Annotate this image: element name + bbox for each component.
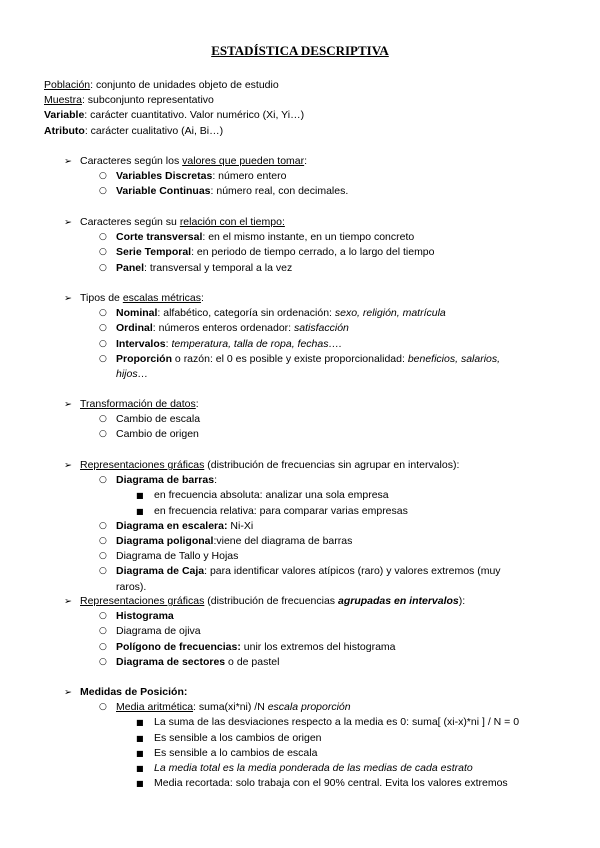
section-representaciones-agrupadas (64, 594, 465, 670)
list-item: ■ La suma de las desviaciones respecto a la media es 0: suma[ (xi-x)*ni ] / N = 0 (64, 715, 519, 730)
list-item: ➢ Caracteres según los valores que pueden tomar: (64, 154, 348, 169)
list-item: ■ Es sensible a lo cambios de escala (64, 746, 519, 761)
list-item: ○ Cambio de escala (64, 412, 200, 427)
list-item: ■ en frecuencia relativa: para comparar varias empresas (64, 504, 501, 519)
list-item: ■ Media recortada: solo trabaja con el 90% central. Evita los valores extremos (64, 776, 519, 791)
list-item: ■ La media total es la media ponderada de las medias de cada estrato (64, 761, 519, 776)
list-item: ○ Diagrama de Tallo y Hojas (64, 549, 501, 564)
page-title: ESTADÍSTICA DESCRIPTIVA (211, 43, 389, 58)
list-item: ➢ Tipos de escalas métricas: (64, 291, 500, 306)
list-item: ➢ Representaciones gráficas (distribución de frecuencias agrupadas en intervalos): (64, 594, 465, 609)
section-valores (64, 154, 348, 200)
list-item: ○ Proporción o razón: el 0 es posible y existe proporcionalidad: beneficios, salarios, (64, 352, 500, 367)
list-item: ○ Histograma (64, 609, 465, 624)
list-item: ➢ Medidas de Posición: (64, 685, 519, 700)
list-item: ➢ Caracteres según su relación con el tiempo: (64, 215, 435, 230)
list-item: ○ Variable Continuas: número real, con decimales. (64, 184, 348, 199)
list-item-continuation: hijos… (116, 368, 149, 381)
list-item: ■ Es sensible a los cambios de origen (64, 731, 519, 746)
list-item: ○ Variables Discretas: número entero (64, 169, 348, 184)
section-representaciones-sin-agrupar (64, 458, 501, 595)
list-item: ○ Ordinal: números enteros ordenador: satisfacción (64, 321, 500, 336)
section-transformacion (64, 397, 200, 443)
list-item: ○ Nominal: alfabético, categoría sin ordenación: sexo, religión, matrícula (64, 306, 500, 321)
section-escalas (64, 291, 500, 382)
list-item: ■ en frecuencia absoluta: analizar una sola empresa (64, 488, 501, 503)
list-item: ○ Panel: transversal y temporal a la vez (64, 261, 435, 276)
list-item: ○ Diagrama poligonal:viene del diagrama de barras (64, 534, 501, 549)
list-item: ➢ Representaciones gráficas (distribución de frecuencias sin agrupar en intervalos): (64, 458, 501, 473)
list-item: ○ Diagrama de barras: (64, 473, 501, 488)
definition-poblacion: Población: conjunto de unidades objeto de estudio (44, 79, 279, 91)
definition-muestra: Muestra: subconjunto representativo (44, 94, 214, 107)
list-item: ➢ Transformación de datos: (64, 397, 200, 412)
list-item: ○ Media aritmética: suma(xi*ni) /N escala proporción (64, 700, 519, 715)
definition-variable: Variable: carácter cuantitativo. Valor numérico (Xi, Yi…) (44, 109, 305, 122)
section-medidas-posicion (64, 685, 519, 791)
list-item: ○ Diagrama de Caja: para identificar valores atípicos (raro) y valores extremos (muy (64, 564, 501, 579)
list-item: ○ Diagrama en escalera: Ni-Xi (64, 519, 501, 534)
list-item: ○ Cambio de origen (64, 427, 200, 442)
definitions (44, 78, 304, 139)
list-item: ○ Diagrama de ojiva (64, 624, 465, 639)
definition-atributo: Atributo: carácter cualitativo (Ai, Bi…) (44, 124, 224, 137)
section-tiempo (64, 215, 435, 276)
list-item-continuation: raros). (116, 580, 147, 593)
list-item: ○ Intervalos: temperatura, talla de ropa, fechas…. (64, 337, 500, 352)
list-item: ○ Diagrama de sectores o de pastel (64, 655, 465, 670)
list-item: ○ Corte transversal: en el mismo instante, en un tiempo concreto (64, 230, 435, 245)
list-item: ○ Polígono de frecuencias: unir los extremos del histograma (64, 640, 465, 655)
list-item: ○ Serie Temporal: en periodo de tiempo cerrado, a lo largo del tiempo (64, 245, 435, 260)
